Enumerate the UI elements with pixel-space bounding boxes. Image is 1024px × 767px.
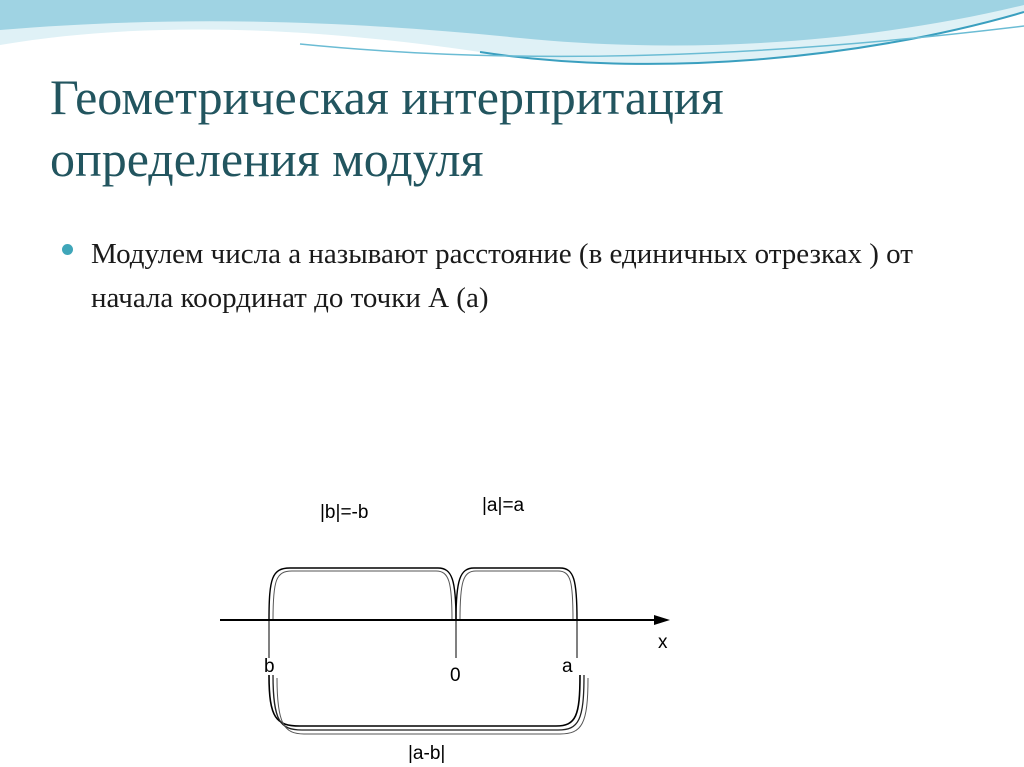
x-axis-arrow-icon bbox=[654, 615, 670, 625]
bullet-text: Модулем числа а называют расстояние (в единичных отрезках ) от начала координат до точки А (а) bbox=[91, 238, 913, 314]
slide-title: Геометрическая интерпритация определения модуля bbox=[50, 69, 724, 187]
point-label-b: b bbox=[264, 656, 275, 677]
number-line-diagram bbox=[0, 480, 1024, 767]
bullet-dot-icon bbox=[62, 244, 73, 255]
label-abs-a-minus-b: |a-b| bbox=[408, 743, 446, 764]
bracket-abs-a bbox=[456, 568, 577, 620]
point-label-zero: 0 bbox=[450, 665, 461, 686]
label-abs-b: |b|=-b bbox=[320, 502, 369, 523]
bullet-item bbox=[62, 232, 922, 320]
axis-label-x: x bbox=[658, 632, 668, 653]
bracket-abs-b bbox=[269, 568, 456, 620]
bracket-abs-a-minus-b bbox=[269, 675, 588, 734]
point-label-a: a bbox=[562, 656, 573, 677]
label-abs-a: |a|=a bbox=[482, 495, 525, 516]
